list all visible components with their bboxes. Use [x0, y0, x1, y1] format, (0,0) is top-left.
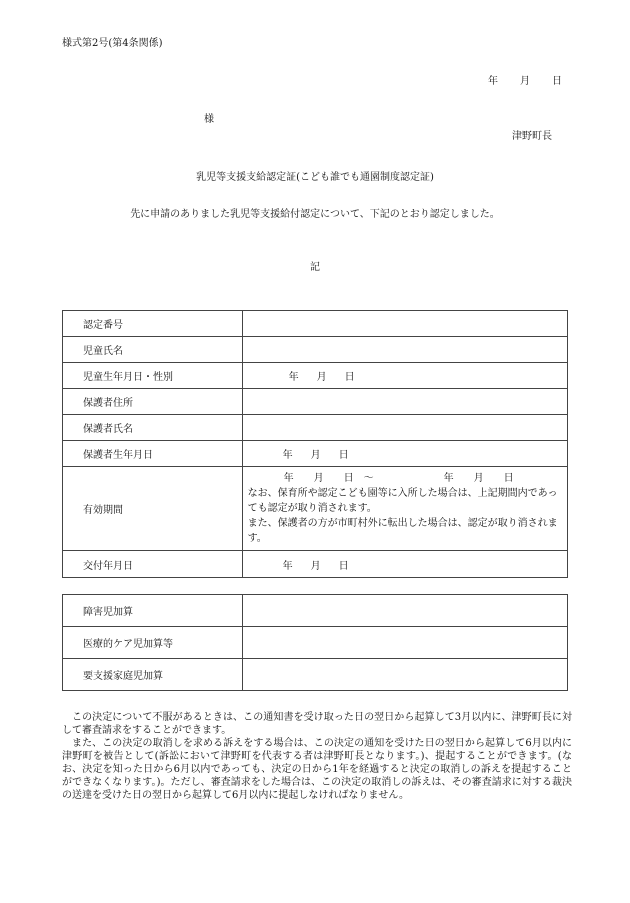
table-row	[63, 441, 568, 467]
validity-note-relocation: また、保護者の方が市町村外に転出した場合は、認定が取り消されます。	[247, 518, 558, 544]
intro-text: 先に申請のありました乳児等支援給付認定について、下記のとおり認定しました。	[130, 209, 500, 220]
month-label: 月	[316, 372, 327, 383]
day-label: 日	[344, 372, 355, 383]
validity-period-value	[242, 467, 567, 551]
ki-heading: 記	[310, 262, 320, 273]
row-label: 保護者氏名	[63, 415, 243, 441]
certificate-table	[62, 310, 568, 578]
row-label: 障害児加算	[63, 595, 243, 627]
support-family-addition-value	[242, 659, 567, 691]
issue-date-value	[242, 551, 567, 578]
table-row	[63, 467, 568, 551]
validity-range: 年 月 日 ～ 年 月 日	[283, 473, 514, 484]
certificate-number-value	[242, 311, 567, 337]
row-label: 児童生年月日・性別	[63, 363, 243, 389]
form-number: 様式第2号(第4条関係)	[62, 38, 163, 49]
date-month: 月	[520, 76, 530, 87]
year-label: 年	[282, 560, 293, 572]
table-row	[63, 551, 568, 578]
medical-care-addition-value	[242, 627, 567, 659]
appeal-paragraph: この決定について不服があるときは、この通知書を受け取った日の翌日から起算して3月以内に、津野町長に対して審査請求をすることができます。	[62, 712, 572, 736]
table-row	[63, 337, 568, 363]
day-label: 日	[338, 560, 349, 572]
recipient-suffix: 様	[204, 114, 214, 125]
table-row	[63, 389, 568, 415]
validity-note-nursery: なお、保育所や認定こども園等に入所した場合は、上記期間内であっても認定が取り消されます。	[247, 488, 558, 514]
child-birthdate-value	[242, 363, 567, 389]
guardian-birthdate-value	[242, 441, 567, 467]
child-name-value	[242, 337, 567, 363]
row-label: 有効期間	[63, 467, 243, 551]
row-label: 交付年月日	[63, 551, 243, 578]
row-label: 要支援家庭児加算	[63, 659, 243, 691]
table-row	[63, 627, 568, 659]
row-label: 医療的ケア児加算等	[63, 627, 243, 659]
guardian-address-value	[242, 389, 567, 415]
table-row	[63, 311, 568, 337]
issue-date	[488, 72, 562, 87]
year-label: 年	[288, 372, 299, 383]
row-label: 児童氏名	[63, 337, 243, 363]
issuer-name: 津野町長	[512, 131, 552, 142]
guardian-name-value	[242, 415, 567, 441]
table-row	[63, 363, 568, 389]
additions-table	[62, 594, 568, 691]
document-title: 乳児等支援支給認定証(こども誰でも通園制度認定証)	[196, 172, 434, 183]
table-row	[63, 659, 568, 691]
row-label: 認定番号	[63, 311, 243, 337]
month-label: 月	[310, 450, 321, 461]
date-day: 日	[552, 76, 562, 87]
table-row	[63, 595, 568, 627]
month-label: 月	[310, 560, 321, 572]
year-label: 年	[282, 450, 293, 461]
day-label: 日	[338, 450, 349, 461]
date-year: 年	[488, 76, 498, 87]
lawsuit-paragraph: また、この決定の取消しを求める訴えをする場合は、この決定の通知を受けた日の翌日から起算して6月以内に津野町を被告として(訴訟において津野町を代表する者は津野町長となります。)、提起することができます。(なお、決定を知った日から6月以内であっても、決定の日から1年を経過すると決定の取消しの訴えを提起することができなくなります。)。ただし、審査請求をした場合は、この決定の取消しの訴えは、その審査請求に対する裁決の送達を受けた日の翌日から起算して6月以内に提起しなければなりません。	[62, 738, 572, 801]
row-label: 保護者住所	[63, 389, 243, 415]
appeal-notice	[62, 711, 572, 802]
row-label: 保護者生年月日	[63, 441, 243, 467]
disability-addition-value	[242, 595, 567, 627]
table-row	[63, 415, 568, 441]
